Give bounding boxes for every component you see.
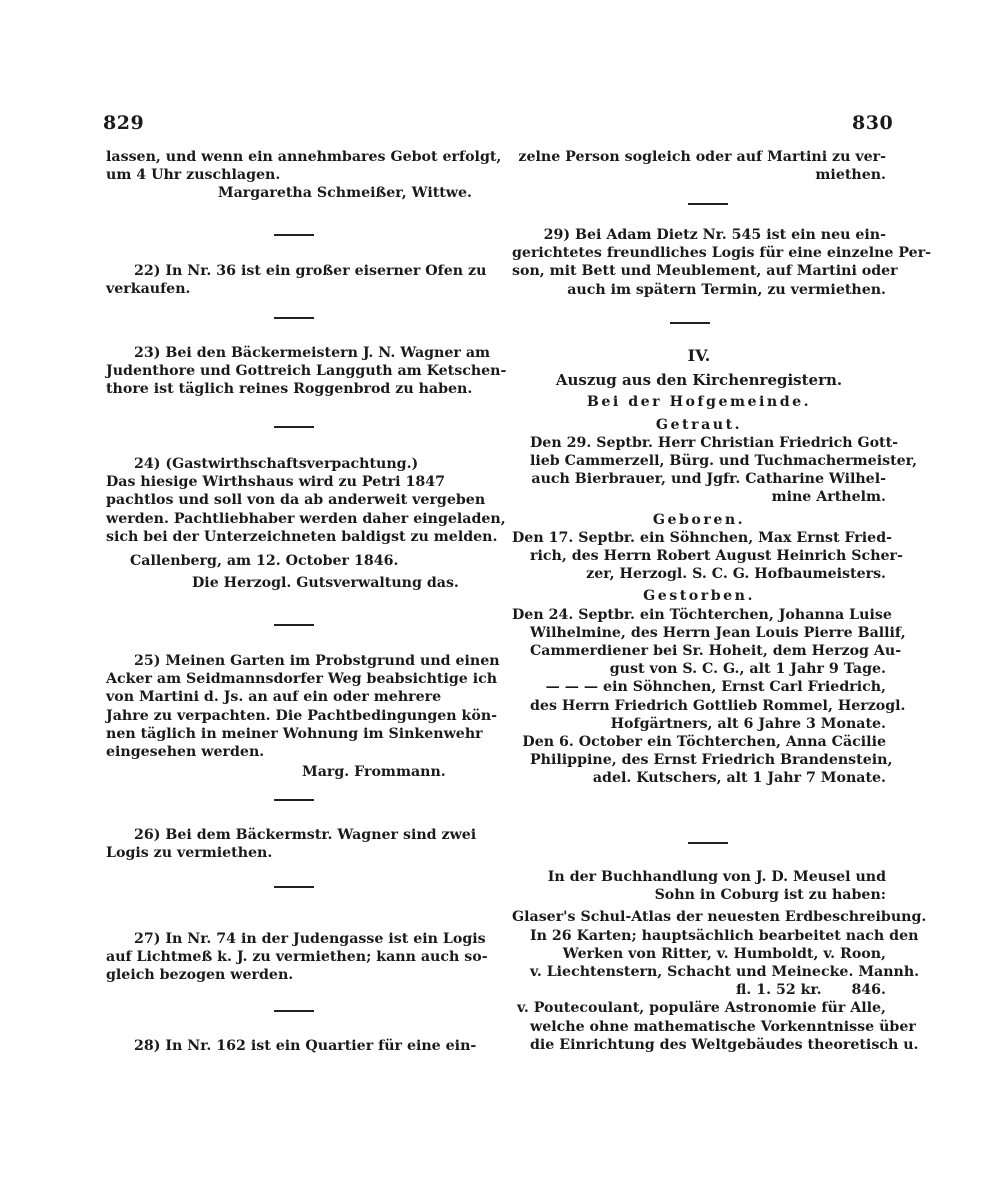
text-line: thore ist täglich reines Roggenbrod zu haben. [106, 381, 473, 398]
text-line: 28) In Nr. 162 ist ein Quartier für eine ein- [134, 1038, 477, 1054]
text-line: Judenthore und Gottreich Langguth am Ketschen- [106, 363, 507, 380]
text-line: des Herrn Friedrich Gottlieb Rommel, Herzogl. [530, 697, 906, 714]
signature: Die Herzogl. Gutsverwaltung das. [192, 575, 459, 592]
text-line: um 4 Uhr zuschlagen. [106, 167, 281, 184]
category-heading: Gestorben. [643, 588, 755, 605]
text-line: v. Poutecoulant, populäre Astronomie für Alle, [517, 1000, 886, 1017]
marriage-entry [512, 434, 918, 507]
text-line: adel. Kutschers, alt 1 Jahr 7 Monate. [592, 770, 886, 787]
text-line: Den 29. Septbr. Herr Christian Friedrich Gott- [530, 434, 899, 451]
text-line: nen täglich in meiner Wohnung im Sinkenwehr [106, 725, 483, 742]
text-line: Das hiesige Wirthshaus wird zu Petri 1847 [106, 474, 445, 491]
divider [688, 203, 728, 205]
text-line: auch Bierbrauer, und Jgfr. Catharine Wilhel- [531, 471, 886, 488]
divider [670, 322, 710, 324]
divider [274, 317, 314, 319]
text-line: gleich bezogen werden. [106, 967, 294, 984]
divider [274, 799, 314, 801]
text-line: 26) Bei dem Bäckermstr. Wagner sind zwei [134, 827, 477, 843]
section-number: IV. [687, 346, 711, 365]
text-line: gust von S. C. G., alt 1 Jahr 9 Tage. [609, 661, 886, 678]
text-line: auch im spätern Termin, zu vermiethen. [567, 281, 886, 298]
text-line: 27) In Nr. 74 in der Judengasse ist ein Logis [134, 931, 486, 947]
text-line: Philippine, des Ernst Friedrich Brandenstein, [530, 752, 893, 769]
text-line: zelne Person sogleich oder auf Martini zu ver- [518, 149, 886, 165]
text-line: welche ohne mathematische Vorkenntnisse über [530, 1018, 916, 1035]
page-number-right: 830 [852, 112, 894, 134]
text-line: Den 6. October ein Töchterchen, Anna Cäcilie [522, 734, 886, 751]
notice-29 [512, 226, 932, 299]
publication-year: 846. [851, 982, 886, 999]
notice-23 [106, 344, 507, 399]
text-line: 23) Bei den Bäckermeistern J. N. Wagner am [134, 345, 491, 361]
section-title: Auszug aus den Kirchenregistern. [555, 371, 843, 390]
notice-intro [106, 148, 502, 203]
text-line: rich, des Herrn Robert August Heinrich Scher- [530, 548, 903, 565]
notice-heading: 24) (Gastwirthschaftsverpachtung.) [134, 456, 419, 472]
book-listing-atlas [512, 908, 927, 999]
notice-27 [106, 930, 490, 985]
page-number-left: 829 [103, 112, 145, 134]
notice-25 [106, 652, 500, 781]
text-line: verkaufen. [106, 281, 191, 298]
text-line: miethen. [815, 167, 886, 184]
text-line: pachtlos und soll von da ab anderweit vergeben [106, 492, 486, 509]
book-price: fl. 1. 52 kr. [736, 982, 822, 999]
notice-26 [106, 826, 490, 862]
death-entries [512, 606, 906, 788]
text-line [530, 981, 886, 999]
text-line: Wilhelmine, des Herrn Jean Louis Pierre Ballif, [530, 624, 906, 641]
text-line: lieb Cammerzell, Bürg. und Tuchmachermeister, [530, 453, 918, 470]
text-line: zer, Herzogl. S. C. G. Hofbaumeisters. [586, 566, 886, 583]
birth-entry [512, 529, 903, 584]
notice-28-continued [512, 148, 886, 184]
text-line: lassen, und wenn ein annehmbares Gebot erfolgt, [106, 149, 502, 165]
category-heading: Getraut. [655, 416, 743, 433]
signature: Margaretha Schmeißer, Wittwe. [217, 185, 472, 202]
text-line: Logis zu vermiethen. [106, 845, 273, 862]
advert-heading: Sohn in Coburg ist zu haben: [654, 887, 886, 904]
text-line: — — — ein Söhnchen, Ernst Carl Friedrich, [545, 679, 886, 696]
text-line: gerichtetes freundliches Logis für eine einzelne Per- [512, 245, 932, 262]
text-line: von Martini d. Js. an auf ein oder mehrere [106, 689, 442, 706]
text-line: In 26 Karten; hauptsächlich bearbeitet nach den [530, 927, 919, 944]
section-church-registers [512, 346, 918, 788]
text-line: die Einrichtung des Weltgebäudes theoretisch u. [530, 1036, 919, 1053]
text-line: mine Arthelm. [771, 489, 886, 506]
divider [274, 234, 314, 236]
text-line: Den 17. Septbr. ein Söhnchen, Max Ernst Fried- [512, 529, 893, 546]
advert-heading: In der Buchhandlung von J. D. Meusel und [547, 869, 886, 885]
divider [688, 842, 728, 844]
text-line: Jahre zu verpachten. Die Pachtbedingungen kön- [106, 707, 498, 724]
book-listing-astronomy [512, 999, 919, 1054]
divider [274, 886, 314, 888]
text-line: sich bei der Unterzeichneten baldigst zu melden. [106, 528, 498, 545]
text-line: Werken von Ritter, v. Humboldt, v. Roon, [562, 945, 886, 962]
text-line: Hofgärtners, alt 6 Jahre 3 Monate. [610, 715, 886, 732]
category-heading: Geboren. [652, 511, 746, 528]
signature: Marg. Frommann. [302, 764, 446, 781]
text-line: werden. Pachtliebhaber werden daher eingeladen, [106, 510, 506, 527]
text-line: 29) Bei Adam Dietz Nr. 545 ist ein neu ein- [543, 227, 886, 243]
notice-22 [106, 262, 490, 298]
place-date: Callenberg, am 12. October 1846. [130, 553, 399, 570]
divider [274, 1010, 314, 1012]
text-line: 25) Meinen Garten im Probstgrund und einen [134, 653, 500, 669]
text-line: Glaser's Schul-Atlas der neuesten Erdbeschreibung. [512, 909, 927, 926]
text-line: Den 24. Septbr. ein Töchterchen, Johanna Luise [512, 606, 892, 623]
text-line: v. Liechtenstern, Schacht und Meinecke. Mannh. [530, 964, 920, 981]
text-line: 22) In Nr. 36 ist ein großer eiserner Ofen zu [134, 263, 487, 279]
text-line: Acker am Seidmannsdorfer Weg beabsichtige ich [106, 671, 498, 688]
divider [274, 426, 314, 428]
text-line: Cammerdiener bei Sr. Hoheit, dem Herzog Au- [530, 643, 902, 660]
text-line: eingesehen werden. [106, 744, 265, 761]
text-line: son, mit Bett und Meublement, auf Martini oder [512, 263, 898, 280]
notice-28 [106, 1037, 490, 1055]
notice-24 [106, 455, 506, 592]
text-line: auf Lichtmeß k. J. zu vermiethen; kann auch so- [106, 949, 488, 966]
divider [274, 624, 314, 626]
section-subtitle: Bei der Hofgemeinde. [586, 394, 812, 411]
bookshop-advert [512, 868, 927, 1054]
